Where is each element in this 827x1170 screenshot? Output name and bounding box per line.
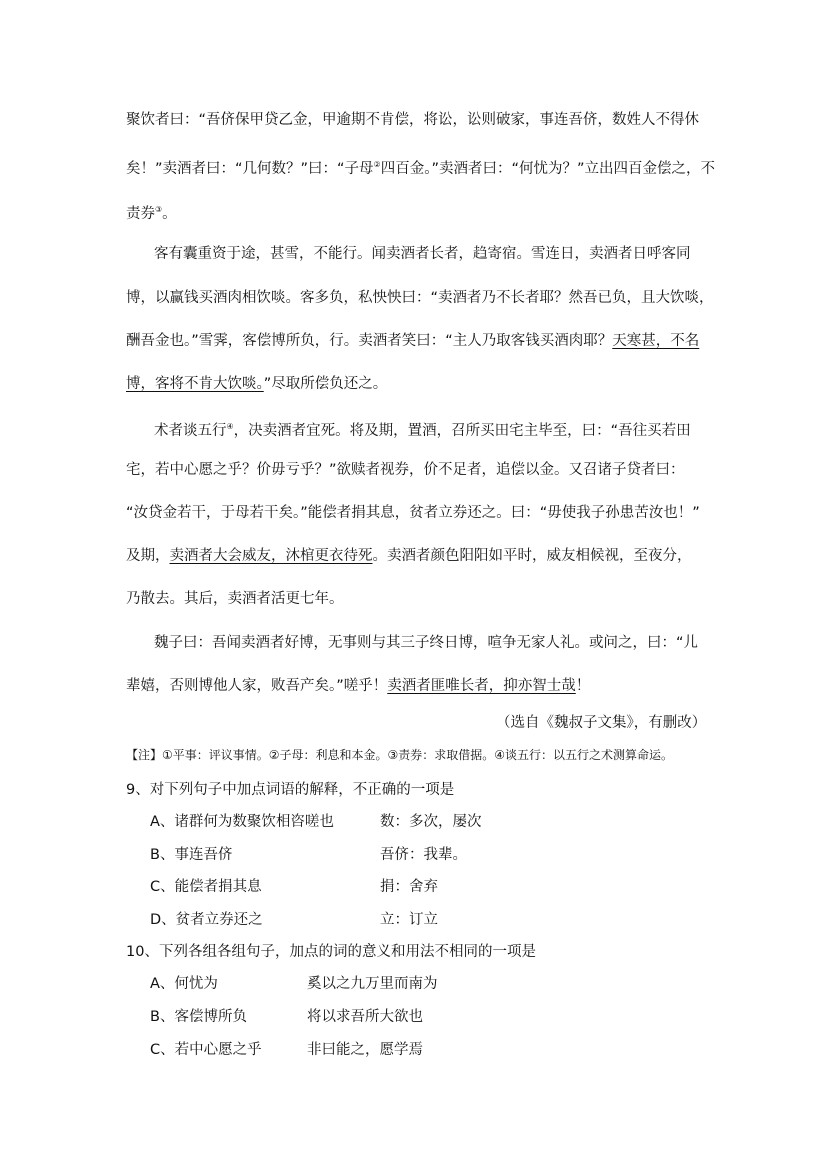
q10-option-c-compare: 非曰能之，愿学焉: [307, 1042, 423, 1058]
q10-option-b-compare: 将以求吾所大欲也: [307, 1009, 423, 1025]
passage-line: [126, 460, 685, 480]
footnote-marker: ④: [226, 422, 234, 431]
q9-option-b-gloss: 吾侪：我辈。: [380, 847, 467, 863]
passage-line: [126, 110, 699, 130]
underlined-text: 博，客将不肯大饮啖。: [126, 376, 264, 392]
passage-line: [154, 633, 698, 653]
passage-line: [126, 546, 692, 566]
passage-text: ，决卖酒者宜死。将及期，置酒，召所买田宅主毕至，曰：“吾往买若田: [233, 423, 691, 439]
q9-option-d: D、贫者立券还之: [150, 912, 263, 928]
q9-option-b: B、事连吾侪: [150, 847, 233, 863]
passage-line: [126, 155, 715, 179]
q9-option-a: A、诸群何为数聚饮相咨嗟也: [150, 814, 334, 830]
passage-text: 责券: [126, 206, 155, 222]
passage-line: [154, 244, 691, 264]
passage-text: 乃散去。其后，卖酒者活更七年。: [126, 591, 344, 607]
passage-text: 聚饮者曰：“吾侪保甲贷乙金，甲逾期不肯偿，将讼，讼则破家，事连吾侪，数姓人不得休: [126, 112, 700, 128]
passage-text: 。卖酒者颜色阳阳如平时，威友相候视，至夜分，: [372, 548, 692, 564]
passage-text: 客有囊重资于途，甚雪，不能行。闻卖酒者长者，趋寄宿。雪连日，卖酒者日呼客同: [154, 246, 691, 262]
passage-line: [126, 288, 714, 308]
q9-option-d-gloss: 立：订立: [380, 912, 438, 928]
footnote-marker: ③: [155, 205, 163, 214]
underlined-text: 卖酒者大会威友，沐棺更衣待死: [169, 548, 373, 564]
passage-text: 矣！”卖酒者曰：“几何数？”曰：“子母: [126, 161, 374, 177]
q10-option-a: A、何忧为: [150, 976, 218, 992]
passage-line: [126, 676, 590, 696]
q10-option-b: B、客偿博所负: [150, 1009, 247, 1025]
question-10-stem: 10、下列各组各组句子，加点的词的意义和用法不相同的一项是: [126, 944, 536, 960]
q10-option-a-compare: 奚以之九万里而南为: [307, 976, 438, 992]
source-citation: （选自《魏叔子文集》，有删改）: [496, 715, 707, 731]
q9-option-c: C、能偿者捐其息: [150, 879, 262, 895]
q10-option-c: C、若中心愿之乎: [150, 1042, 262, 1058]
passage-line: [126, 503, 700, 523]
passage-text: 辈嬉，否则博他人家，败吾产矣。”嗟乎！: [126, 678, 388, 694]
passage-text: ”尽取所偿负还之。: [263, 376, 388, 392]
passage-text: 宅，若中心愿之乎？价毋亏乎？”欲赎者视券，价不足者，追偿以金。又召诸子贷者曰：: [126, 462, 685, 478]
passage-text: 及期，: [126, 548, 170, 564]
passage-line: [126, 374, 387, 394]
footnote-marker: ②: [373, 160, 381, 169]
passage-text: 博，以赢钱买酒肉相饮啖。客多负，私怏怏曰：“卖酒者乃不长者耶？然吾已负，且大饮啖，: [126, 290, 714, 306]
passage-line: [126, 200, 177, 224]
footnotes: 【注】①平事：评议事情。②子母：利息和本金。③责券：求取借据。④谈五行：以五行之术测算命运。: [126, 748, 674, 762]
question-9-stem: 9、对下列句子中加点词语的解释，不正确的一项是: [126, 782, 455, 798]
passage-text: 术者谈五行: [154, 423, 227, 439]
passage-line: [126, 589, 344, 609]
q9-option-c-gloss: 捐：舍弃: [380, 879, 438, 895]
passage-text: 。: [162, 206, 177, 222]
underlined-text: 天寒甚，不名: [612, 333, 700, 349]
passage-text: “汝贷金若干，于母若干矣。”能偿者捐其息，贫者立券还之。曰：“毋使我子孙患苦汝也！”: [126, 505, 700, 521]
passage-text: 酬吾金也。”雪霁，客偿博所负，行。卖酒者笑曰：“主人乃取客钱买酒肉耶？: [126, 333, 613, 349]
passage-text: 魏子曰：吾闻卖酒者好博，无事则与其三子终日博，喧争无家人礼。或问之，曰：“儿: [154, 635, 699, 651]
passage-line: [126, 331, 699, 351]
q9-option-a-gloss: 数：多次，屡次: [380, 814, 482, 830]
passage-line: [154, 417, 691, 441]
underlined-text: 卖酒者匪唯长者，抑亦智士哉: [387, 678, 576, 694]
passage-text: 四百金。”卖酒者曰：“何忧为？”立出四百金偿之，不: [380, 161, 716, 177]
passage-text: ！: [575, 678, 591, 694]
